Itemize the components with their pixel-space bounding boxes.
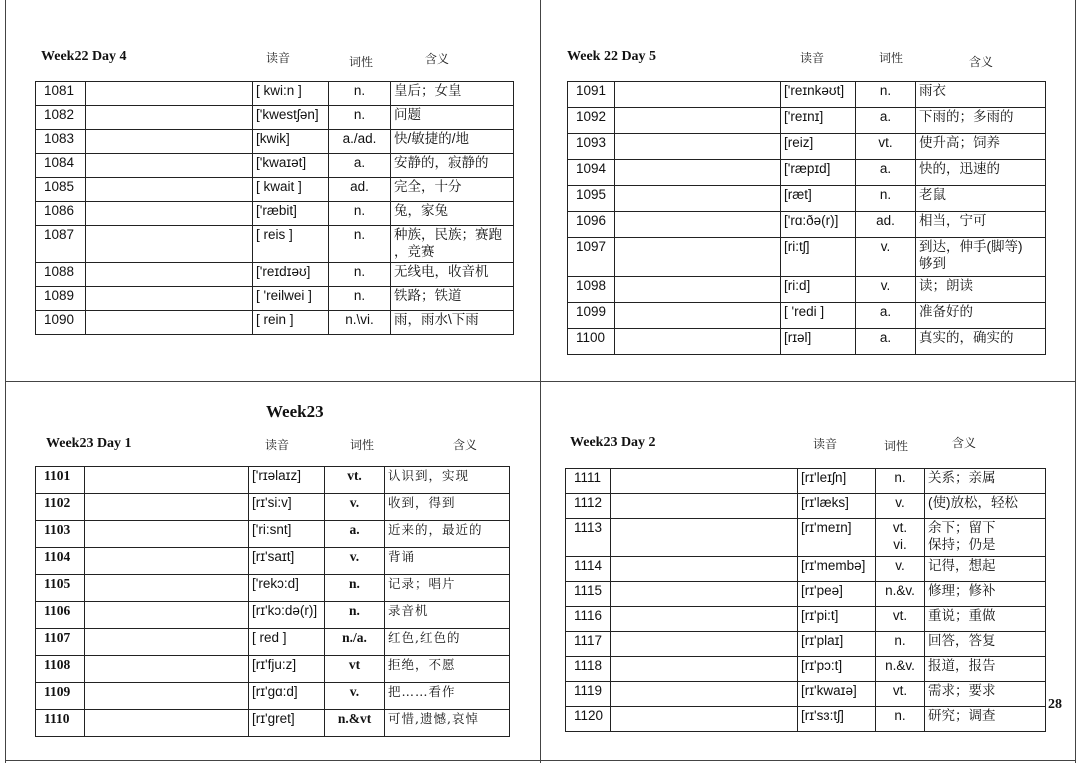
- meaning-cell: 重说；重做: [925, 607, 1046, 632]
- table-row: [568, 186, 1046, 212]
- word-number: 1094: [568, 160, 615, 186]
- table-row: [36, 154, 514, 178]
- meaning-cell: 下雨的；多雨的: [916, 108, 1046, 134]
- header-meaning: 含义: [453, 438, 478, 452]
- header-pos: 词性: [884, 439, 909, 453]
- word-blank: [86, 287, 253, 311]
- pos-cell: v.: [325, 683, 385, 710]
- word-number: 1086: [36, 202, 86, 226]
- word-number: 1092: [568, 108, 615, 134]
- table-row: [36, 106, 514, 130]
- meaning-cell: 皇后；女皇: [391, 82, 514, 106]
- meaning-cell: 录音机: [385, 602, 510, 629]
- pos-cell: ad.: [329, 178, 391, 202]
- word-blank: [611, 557, 798, 582]
- word-blank: [86, 311, 253, 335]
- meaning-cell: 快的，迅速的: [916, 160, 1046, 186]
- phonetic-cell: ['kwestʃən]: [253, 106, 329, 130]
- pos-cell: a.: [856, 303, 916, 329]
- meaning-cell: 拒绝，不愿: [385, 656, 510, 683]
- pos-cell: n./a.: [325, 629, 385, 656]
- word-blank: [85, 494, 249, 521]
- table-row: [36, 575, 510, 602]
- header-phonetic: 读音: [266, 51, 291, 65]
- phonetic-cell: [rɪ'saɪt]: [249, 548, 325, 575]
- pos-cell: n.: [329, 263, 391, 287]
- meaning-cell: 种族，民族；赛跑 ，竞赛: [391, 226, 514, 263]
- word-number: 1114: [566, 557, 611, 582]
- header-phonetic: 读音: [813, 437, 838, 451]
- phonetic-cell: ['ræbit]: [253, 202, 329, 226]
- word-blank: [85, 548, 249, 575]
- table-row: [566, 707, 1046, 732]
- phonetic-cell: [rɪ'plaɪ]: [798, 632, 876, 657]
- phonetic-cell: [rɪəl]: [781, 329, 856, 355]
- pos-cell: n.: [329, 226, 391, 263]
- meaning-cell: 记得，想起: [925, 557, 1046, 582]
- word-blank: [615, 277, 781, 303]
- phonetic-cell: [ kwi:n ]: [253, 82, 329, 106]
- table-row: [36, 287, 514, 311]
- word-blank: [611, 494, 798, 519]
- word-number: 1112: [566, 494, 611, 519]
- meaning-cell: (使)放松，轻松: [925, 494, 1046, 519]
- table-row: [36, 656, 510, 683]
- table-row: [36, 494, 510, 521]
- word-number: 1103: [36, 521, 85, 548]
- table-row: [36, 629, 510, 656]
- table-row: [36, 202, 514, 226]
- word-blank: [611, 657, 798, 682]
- meaning-cell: 雨，雨水\下雨: [391, 311, 514, 335]
- pos-cell: vt.: [325, 467, 385, 494]
- week-title: Week23: [266, 402, 324, 421]
- phonetic-cell: [ 'redi ]: [781, 303, 856, 329]
- word-number: 1102: [36, 494, 85, 521]
- word-number: 1088: [36, 263, 86, 287]
- pos-cell: a.: [329, 154, 391, 178]
- table-row: [568, 134, 1046, 160]
- phonetic-cell: [rɪ'peə]: [798, 582, 876, 607]
- word-blank: [86, 178, 253, 202]
- pos-cell: n.: [329, 106, 391, 130]
- pos-cell: n.: [876, 469, 925, 494]
- word-number: 1115: [566, 582, 611, 607]
- meaning-cell: 无线电，收音机: [391, 263, 514, 287]
- pos-cell: vt.: [876, 607, 925, 632]
- word-number: 1084: [36, 154, 86, 178]
- table-row: [36, 130, 514, 154]
- phonetic-cell: [rɪ'kɔ:də(r)]: [249, 602, 325, 629]
- header-meaning: 含义: [969, 55, 994, 69]
- header-pos: 词性: [350, 438, 375, 452]
- meaning-cell: 红色,红色的: [385, 629, 510, 656]
- word-number: 1095: [568, 186, 615, 212]
- table-row: [36, 263, 514, 287]
- vocab-table-week22-day4: [35, 81, 514, 335]
- header-meaning: 含义: [425, 52, 450, 66]
- phonetic-cell: [ri:tʃ]: [781, 238, 856, 277]
- word-blank: [615, 108, 781, 134]
- word-blank: [85, 602, 249, 629]
- pos-cell: n.: [876, 632, 925, 657]
- meaning-cell: 快/敏捷的/地: [391, 130, 514, 154]
- phonetic-cell: ['reɪnɪ]: [781, 108, 856, 134]
- table-row: [566, 582, 1046, 607]
- phonetic-cell: ['reɪnkəʊt]: [781, 82, 856, 108]
- pos-cell: v.: [876, 557, 925, 582]
- meaning-cell: 完全，十分: [391, 178, 514, 202]
- table-row: [568, 277, 1046, 303]
- phonetic-cell: [rɪ'sɜ:tʃ]: [798, 707, 876, 732]
- word-number: 1109: [36, 683, 85, 710]
- table-row: [566, 469, 1046, 494]
- word-number: 1085: [36, 178, 86, 202]
- word-number: 1096: [568, 212, 615, 238]
- word-blank: [86, 82, 253, 106]
- phonetic-cell: [rɪ'fju:z]: [249, 656, 325, 683]
- meaning-cell: 读；朗读: [916, 277, 1046, 303]
- vocab-table-week23-day2: [565, 468, 1046, 732]
- word-number: 1110: [36, 710, 85, 737]
- meaning-cell: 收到，得到: [385, 494, 510, 521]
- word-number: 1097: [568, 238, 615, 277]
- table-row: [36, 467, 510, 494]
- meaning-cell: 真实的，确实的: [916, 329, 1046, 355]
- word-blank: [85, 683, 249, 710]
- word-number: 1116: [566, 607, 611, 632]
- pos-cell: n.: [325, 575, 385, 602]
- table-row: [36, 82, 514, 106]
- phonetic-cell: [ kwait ]: [253, 178, 329, 202]
- phonetic-cell: [ 'reilwei ]: [253, 287, 329, 311]
- pos-cell: v.: [876, 494, 925, 519]
- meaning-cell: 修理；修补: [925, 582, 1046, 607]
- pos-cell: a./ad.: [329, 130, 391, 154]
- word-blank: [615, 238, 781, 277]
- word-number: 1101: [36, 467, 85, 494]
- word-number: 1099: [568, 303, 615, 329]
- meaning-cell: 铁路；铁道: [391, 287, 514, 311]
- table-row: [566, 632, 1046, 657]
- table-row: [568, 82, 1046, 108]
- phonetic-cell: [rɪ'meɪn]: [798, 519, 876, 557]
- vocab-table-week22-day5: [567, 81, 1046, 355]
- phonetic-cell: [rɪ'pi:t]: [798, 607, 876, 632]
- word-blank: [86, 106, 253, 130]
- word-blank: [611, 632, 798, 657]
- word-blank: [85, 710, 249, 737]
- meaning-cell: 回答，答复: [925, 632, 1046, 657]
- word-blank: [615, 212, 781, 238]
- word-number: 1107: [36, 629, 85, 656]
- phonetic-cell: [rɪ'membə]: [798, 557, 876, 582]
- word-number: 1083: [36, 130, 86, 154]
- word-number: 1089: [36, 287, 86, 311]
- table-row: [36, 226, 514, 263]
- word-number: 1105: [36, 575, 85, 602]
- meaning-cell: 需求；要求: [925, 682, 1046, 707]
- word-blank: [615, 82, 781, 108]
- word-number: 1090: [36, 311, 86, 335]
- table-row: [566, 657, 1046, 682]
- pos-cell: n.&v.: [876, 657, 925, 682]
- word-number: 1082: [36, 106, 86, 130]
- pos-cell: n.: [329, 82, 391, 106]
- table-row: [568, 303, 1046, 329]
- table-row: [36, 548, 510, 575]
- pos-cell: n.\vi.: [329, 311, 391, 335]
- phonetic-cell: [reiz]: [781, 134, 856, 160]
- section-title: Week 22 Day 5: [567, 49, 657, 64]
- section-title: Week23 Day 1: [46, 436, 132, 451]
- header-pos: 词性: [349, 55, 374, 69]
- header-meaning: 含义: [952, 436, 977, 450]
- word-blank: [86, 154, 253, 178]
- meaning-cell: 认识到，实现: [385, 467, 510, 494]
- word-number: 1087: [36, 226, 86, 263]
- word-number: 1120: [566, 707, 611, 732]
- pos-cell: n.: [325, 602, 385, 629]
- word-number: 1119: [566, 682, 611, 707]
- word-blank: [86, 263, 253, 287]
- word-blank: [86, 130, 253, 154]
- right-border: [1075, 0, 1076, 763]
- word-number: 1117: [566, 632, 611, 657]
- phonetic-cell: ['rekɔ:d]: [249, 575, 325, 602]
- phonetic-cell: [rɪ'gret]: [249, 710, 325, 737]
- meaning-cell: 使升高；饲养: [916, 134, 1046, 160]
- section-title: Week22 Day 4: [41, 49, 127, 64]
- section-title: Week23 Day 2: [570, 435, 656, 450]
- meaning-cell: 到达，伸手(脚等) 够到: [916, 238, 1046, 277]
- table-row: [36, 683, 510, 710]
- meaning-cell: 关系；亲属: [925, 469, 1046, 494]
- table-row: [568, 329, 1046, 355]
- table-row: [36, 178, 514, 202]
- pos-cell: a.: [856, 160, 916, 186]
- pos-cell: vt.: [876, 682, 925, 707]
- word-blank: [615, 134, 781, 160]
- word-blank: [85, 575, 249, 602]
- vocab-table-week23-day1: [35, 466, 510, 737]
- table-row: [36, 311, 514, 335]
- word-blank: [611, 582, 798, 607]
- meaning-cell: 把……看作: [385, 683, 510, 710]
- table-row: [568, 108, 1046, 134]
- pos-cell: vt.: [856, 134, 916, 160]
- pos-cell: n.&vt: [325, 710, 385, 737]
- word-number: 1104: [36, 548, 85, 575]
- pos-cell: v.: [856, 238, 916, 277]
- pos-cell: ad.: [856, 212, 916, 238]
- pos-cell: n.: [329, 287, 391, 311]
- word-blank: [86, 202, 253, 226]
- table-row: [568, 238, 1046, 277]
- pos-cell: v.: [325, 494, 385, 521]
- table-row: [566, 682, 1046, 707]
- meaning-cell: 近来的，最近的: [385, 521, 510, 548]
- pos-cell: vt. vi.: [876, 519, 925, 557]
- word-number: 1091: [568, 82, 615, 108]
- meaning-cell: 报道，报告: [925, 657, 1046, 682]
- word-blank: [615, 329, 781, 355]
- phonetic-cell: ['rɪəlaɪz]: [249, 467, 325, 494]
- phonetic-cell: [ reis ]: [253, 226, 329, 263]
- word-blank: [611, 469, 798, 494]
- meaning-cell: 准备好的: [916, 303, 1046, 329]
- pos-cell: n.: [876, 707, 925, 732]
- word-blank: [611, 519, 798, 557]
- table-row: [566, 557, 1046, 582]
- table-row: [568, 212, 1046, 238]
- word-number: 1111: [566, 469, 611, 494]
- pos-cell: a.: [856, 329, 916, 355]
- meaning-cell: 兔，家兔: [391, 202, 514, 226]
- word-number: 1093: [568, 134, 615, 160]
- word-blank: [86, 226, 253, 263]
- pos-cell: vt: [325, 656, 385, 683]
- meaning-cell: 研究；调查: [925, 707, 1046, 732]
- meaning-cell: 相当，宁可: [916, 212, 1046, 238]
- meaning-cell: 安静的，寂静的: [391, 154, 514, 178]
- word-blank: [611, 607, 798, 632]
- table-row: [36, 710, 510, 737]
- word-blank: [85, 521, 249, 548]
- word-blank: [85, 467, 249, 494]
- pos-cell: v.: [325, 548, 385, 575]
- table-row: [566, 494, 1046, 519]
- phonetic-cell: [ræt]: [781, 186, 856, 212]
- phonetic-cell: [rɪ'kwaɪə]: [798, 682, 876, 707]
- word-number: 1100: [568, 329, 615, 355]
- header-phonetic: 读音: [265, 438, 290, 452]
- table-row: [566, 519, 1046, 557]
- pos-cell: a.: [856, 108, 916, 134]
- bottom-border: [5, 760, 1075, 761]
- middle-divider: [5, 381, 1075, 382]
- table-row: [566, 607, 1046, 632]
- word-blank: [615, 160, 781, 186]
- meaning-cell: 余下；留下 保持；仍是: [925, 519, 1046, 557]
- table-row: [568, 160, 1046, 186]
- phonetic-cell: [ri:d]: [781, 277, 856, 303]
- phonetic-cell: [rɪ'pɔ:t]: [798, 657, 876, 682]
- phonetic-cell: ['kwaɪət]: [253, 154, 329, 178]
- pos-cell: v.: [856, 277, 916, 303]
- word-blank: [85, 656, 249, 683]
- word-number: 1113: [566, 519, 611, 557]
- header-pos: 词性: [879, 51, 904, 65]
- phonetic-cell: [rɪ'læks]: [798, 494, 876, 519]
- phonetic-cell: [kwik]: [253, 130, 329, 154]
- word-number: 1118: [566, 657, 611, 682]
- word-number: 1098: [568, 277, 615, 303]
- word-number: 1108: [36, 656, 85, 683]
- pos-cell: n.: [856, 82, 916, 108]
- word-blank: [611, 682, 798, 707]
- meaning-cell: 记录；唱片: [385, 575, 510, 602]
- pos-cell: n.&v.: [876, 582, 925, 607]
- header-phonetic: 读音: [800, 51, 825, 65]
- word-blank: [611, 707, 798, 732]
- page-number: 28: [1048, 697, 1062, 712]
- phonetic-cell: [rɪ'gɑ:d]: [249, 683, 325, 710]
- meaning-cell: 可惜,遗憾,哀悼: [385, 710, 510, 737]
- phonetic-cell: [rɪ'si:v]: [249, 494, 325, 521]
- pos-cell: n.: [329, 202, 391, 226]
- phonetic-cell: ['ræpɪd]: [781, 160, 856, 186]
- meaning-cell: 雨衣: [916, 82, 1046, 108]
- word-blank: [615, 186, 781, 212]
- phonetic-cell: [ rein ]: [253, 311, 329, 335]
- meaning-cell: 老鼠: [916, 186, 1046, 212]
- meaning-cell: 背诵: [385, 548, 510, 575]
- pos-cell: n.: [856, 186, 916, 212]
- table-row: [36, 602, 510, 629]
- phonetic-cell: ['ri:snt]: [249, 521, 325, 548]
- table-row: [36, 521, 510, 548]
- word-number: 1106: [36, 602, 85, 629]
- word-blank: [85, 629, 249, 656]
- word-number: 1081: [36, 82, 86, 106]
- phonetic-cell: [rɪ'leɪʃn]: [798, 469, 876, 494]
- meaning-cell: 问题: [391, 106, 514, 130]
- word-blank: [615, 303, 781, 329]
- phonetic-cell: ['rɑ:ðə(r)]: [781, 212, 856, 238]
- phonetic-cell: [ red ]: [249, 629, 325, 656]
- pos-cell: a.: [325, 521, 385, 548]
- phonetic-cell: ['reɪdɪəʊ]: [253, 263, 329, 287]
